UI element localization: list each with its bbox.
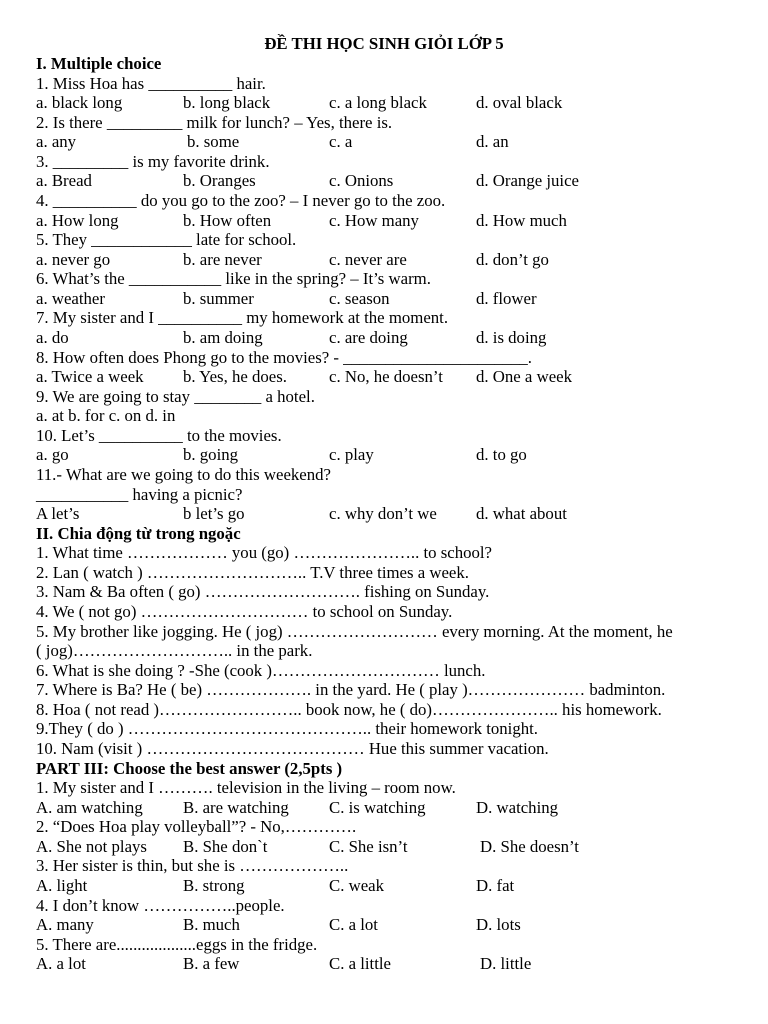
- question-text: 2. Is there _________ milk for lunch? – Yes, there is.: [36, 113, 393, 132]
- option-d: d. to go: [476, 445, 527, 464]
- option-d: D. fat: [476, 876, 515, 895]
- question-text: 3. Her sister is thin, but she is ………………..: [36, 856, 349, 875]
- question-text: 10. Let’s __________ to the movies.: [36, 426, 282, 445]
- answer-options: [36, 837, 736, 857]
- option-c: c. How many: [329, 211, 419, 230]
- option-a: a. do: [36, 328, 69, 347]
- exercise-line: 3. Nam & Ba often ( go) ………………………. fishing on Sunday.: [36, 582, 490, 601]
- question-text: 6. What’s the ___________ like in the spring? – It’s warm.: [36, 269, 431, 288]
- option-c: c. never are: [329, 250, 407, 269]
- question-text: 1. Miss Hoa has __________ hair.: [36, 74, 266, 93]
- answer-options: [36, 445, 736, 465]
- option-b: b. going: [183, 445, 239, 464]
- exercise-line: 4. We ( not go) ………………………… to school on Sunday.: [36, 602, 453, 621]
- option-a: a. any: [36, 132, 77, 151]
- section-1-heading: I. Multiple choice: [36, 54, 162, 73]
- option-d: d. flower: [476, 289, 537, 308]
- question-text: 4. __________ do you go to the zoo? – I never go to the zoo.: [36, 191, 446, 210]
- option-d: d. don’t go: [476, 250, 549, 269]
- option-c: c. play: [329, 445, 374, 464]
- option-d: D. lots: [476, 915, 521, 934]
- option-d: d. an: [476, 132, 509, 151]
- page-title: ĐỀ THI HỌC SINH GIỎI LỚP 5: [264, 34, 504, 53]
- option-b: b. are never: [183, 250, 262, 269]
- exercise-line: 9.They ( do ) …………………………………….. their homework tonight.: [36, 719, 538, 738]
- question-text: 1. My sister and I ………. television in the living – room now.: [36, 778, 456, 797]
- option-d: d. One a week: [476, 367, 572, 386]
- answer-options: [36, 954, 736, 974]
- option-d: D. little: [480, 954, 532, 973]
- option-c: c. Onions: [329, 171, 394, 190]
- option-c: C. is watching: [329, 798, 426, 817]
- question-text: 7. My sister and I __________ my homework at the moment.: [36, 308, 449, 327]
- answer-options: [36, 171, 736, 191]
- option-c: C. a lot: [329, 915, 378, 934]
- option-a: a. black long: [36, 93, 123, 112]
- option-a: A let’s: [36, 504, 80, 523]
- option-b: b. Yes, he does.: [183, 367, 287, 386]
- option-a: A. light: [36, 876, 88, 895]
- question-text: 2. “Does Hoa play volleyball”? - No,………….: [36, 817, 357, 836]
- option-c: C. She isn’t: [329, 837, 408, 856]
- option-c: C. a little: [329, 954, 391, 973]
- option-b: b. Oranges: [183, 171, 256, 190]
- option-b: b let’s go: [183, 504, 245, 523]
- question-text: 4. I don’t know ……………..people.: [36, 896, 285, 915]
- option-a: A. many: [36, 915, 94, 934]
- option-d: d. How much: [476, 211, 567, 230]
- option-b: b. summer: [183, 289, 254, 308]
- question-text: 5. They ____________ late for school.: [36, 230, 297, 249]
- option-d: d. what about: [476, 504, 567, 523]
- option-b: b. How often: [183, 211, 272, 230]
- option-d: D. watching: [476, 798, 559, 817]
- section-3-heading: PART III: Choose the best answer (2,5pts ): [36, 759, 343, 778]
- option-b: B. She don`t: [183, 837, 268, 856]
- question-text: 11.- What are we going to do this weekend?: [36, 465, 331, 484]
- option-b: b. am doing: [183, 328, 263, 347]
- answer-options: [36, 504, 736, 524]
- option-a: a. Bread: [36, 171, 92, 190]
- option-c: c. season: [329, 289, 390, 308]
- answer-options: [36, 915, 736, 935]
- option-a: A. She not plays: [36, 837, 147, 856]
- option-d: d. is doing: [476, 328, 547, 347]
- exercise-line: 5. My brother like jogging. He ( jog) ……………………… every morning. At the moment, he: [36, 622, 673, 641]
- exercise-line: 1. What time ……………… you (go) ………………….. to school?: [36, 543, 493, 562]
- option-d: d. oval black: [476, 93, 563, 112]
- option-b: B. much: [183, 915, 240, 934]
- option-a: a. weather: [36, 289, 105, 308]
- answer-options: [36, 211, 736, 231]
- option-b: b. some: [187, 132, 240, 151]
- option-d: d. Orange juice: [476, 171, 579, 190]
- exercise-line: 6. What is she doing ? -She (cook )………………………… lunch.: [36, 661, 486, 680]
- question-text: 3. _________ is my favorite drink.: [36, 152, 270, 171]
- option-c: c. are doing: [329, 328, 408, 347]
- answer-options: [36, 250, 736, 270]
- option-c: c. a long black: [329, 93, 427, 112]
- exercise-line: ( jog)……………………….. in the park.: [36, 641, 313, 660]
- option-b: B. a few: [183, 954, 240, 973]
- answer-options: [36, 798, 736, 818]
- question-text-continued: ___________ having a picnic?: [36, 485, 243, 504]
- option-a: A. am watching: [36, 798, 143, 817]
- answer-options: [36, 367, 736, 387]
- option-a: A. a lot: [36, 954, 86, 973]
- option-a: a. go: [36, 445, 69, 464]
- option-a: a. never go: [36, 250, 111, 269]
- question-text: 5. There are...................eggs in the fridge.: [36, 935, 318, 954]
- option-b: b. long black: [183, 93, 271, 112]
- answer-options: [36, 132, 736, 152]
- section-2-heading: II. Chia động từ trong ngoặc: [36, 524, 241, 543]
- exercise-line: 2. Lan ( watch ) ……………………….. T.V three times a week.: [36, 563, 469, 582]
- exercise-line: 8. Hoa ( not read )…………………….. book now, he ( do)………………….. his homework.: [36, 700, 662, 719]
- option-c: C. weak: [329, 876, 384, 895]
- exercise-line: 7. Where is Ba? He ( be) ………………. in the yard. He ( play )………………… badminton.: [36, 680, 666, 699]
- question-text: 8. How often does Phong go to the movies? - ______________________.: [36, 348, 532, 367]
- option-d: D. She doesn’t: [480, 837, 579, 856]
- option-c: c. No, he doesn’t: [329, 367, 443, 386]
- answer-options: [36, 289, 736, 309]
- option-b: B. strong: [183, 876, 245, 895]
- option-a: a. Twice a week: [36, 367, 144, 386]
- answer-options: [36, 876, 736, 896]
- option-a: a. How long: [36, 211, 119, 230]
- question-text: 9. We are going to stay ________ a hotel.: [36, 387, 315, 406]
- answer-options: [36, 328, 736, 348]
- option-b: B. are watching: [183, 798, 289, 817]
- exercise-line: 10. Nam (visit ) ………………………………… Hue this summer vacation.: [36, 739, 549, 758]
- answer-options: [36, 93, 736, 113]
- option-c: c. a: [329, 132, 353, 151]
- answer-options-inline: a. at b. for c. on d. in: [36, 406, 176, 425]
- option-c: c. why don’t we: [329, 504, 437, 523]
